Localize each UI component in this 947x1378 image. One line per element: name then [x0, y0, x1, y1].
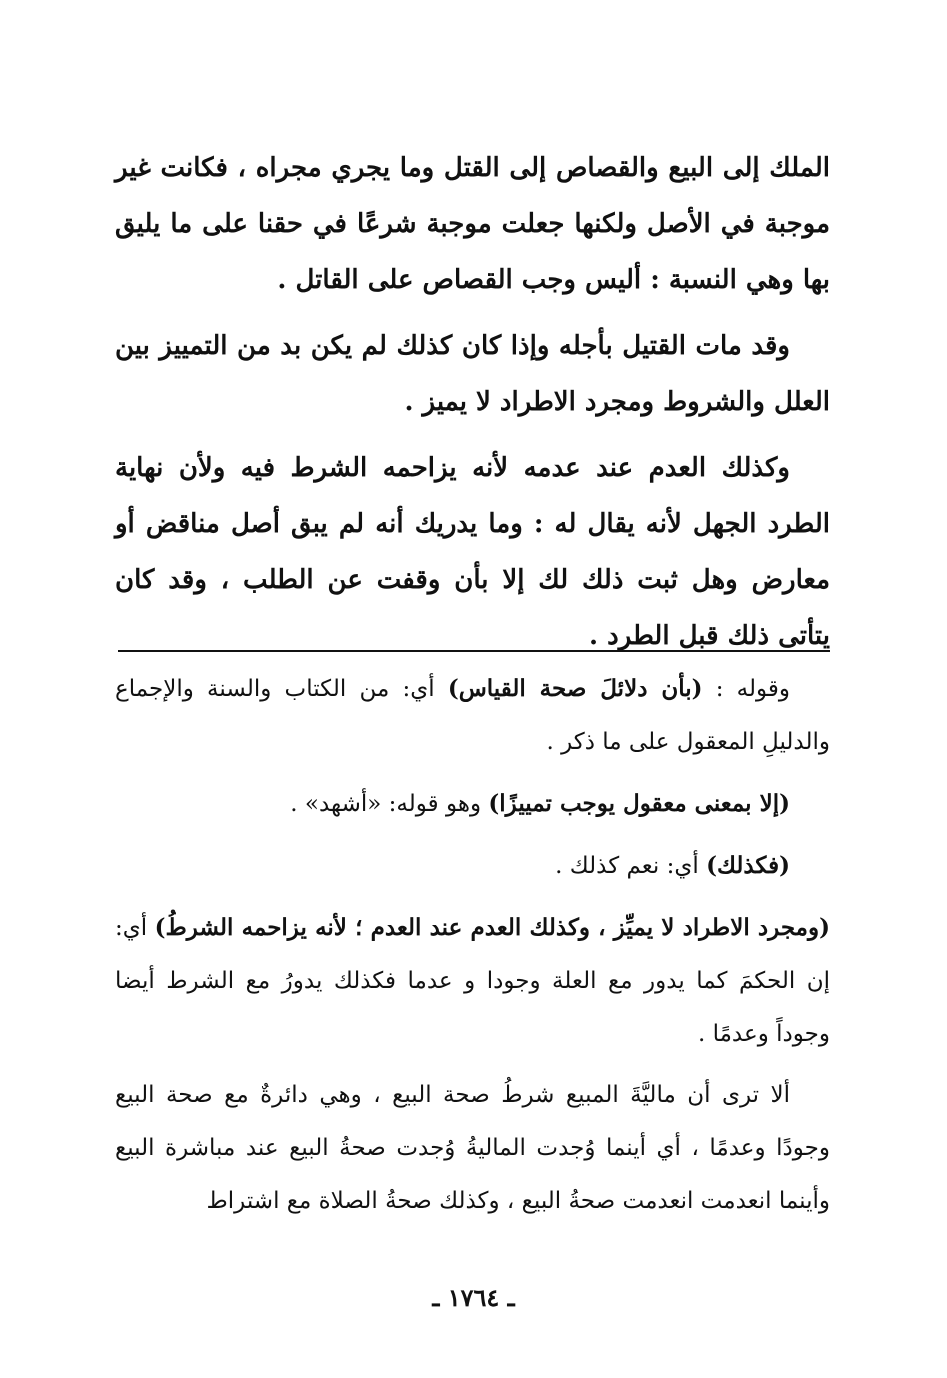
main-paragraph-1: الملك إلى البيع والقصاص إلى القتل وما يجري مجراه ، فكانت غير موجبة في الأصل ولكنها جعلت موجبة شرعًا في حقنا على ما يليق بها وهي النسبة : أليس وجب القصاص على القاتل .: [115, 153, 830, 295]
separator-rule: [118, 650, 830, 652]
commentary-1-text: أي: من الكتاب والسنة والإجماع والدليلِ المعقول على ما ذكر .: [115, 676, 830, 755]
commentary-3-text: أي: نعم كذلك .: [555, 853, 707, 879]
commentary-paragraph-1: [115, 662, 830, 769]
commentary-paragraph-4: [115, 901, 830, 1061]
commentary-4-text: أي: إن الحكمَ كما يدور مع العلة وجودا و عدما فكذلك يدورُ مع الشرط أيضا وجوداً وعدمًا .: [115, 915, 830, 1047]
commentary-3-quote: (فكذلك): [706, 852, 790, 879]
main-paragraph-2: وقد مات القتيل بأجله وإذا كان كذلك لم يكن بد من التمييز بين العلل والشروط ومجرد الاطراد لا يميز .: [115, 331, 830, 417]
commentary-1-quote: (بأن دلائلَ صحة القياس): [447, 675, 703, 702]
page-number: ـ ١٧٦٤ ـ: [432, 1283, 515, 1312]
commentary-4-quote: (ومجرد الاطراد لا يميِّز ، وكذلك العدم عند العدم ؛ لأنه يزاحمه الشرطُ): [154, 914, 830, 941]
commentary: [115, 662, 830, 1236]
main-paragraph-3: وكذلك العدم عند عدمه لأنه يزاحمه الشرط فيه ولأن نهاية الطرد الجهل لأنه يقال له : وما يدريك أنه لم يبق أصل مناقض أو معارض وهل ثبت ذلك لك إلا بأن وقفت عن الطلب ، وقد كان يتأتى ذلك قبل الطرد .: [115, 453, 830, 651]
main-text: [115, 140, 830, 674]
commentary-paragraph-2: [115, 777, 830, 831]
commentary-paragraph-3: [115, 839, 830, 893]
commentary-2-text: وهو قوله: «أشهد» .: [290, 791, 489, 817]
commentary-paragraph-5: ألا ترى أن ماليَّةَ المبيع شرطُ صحة البيع ، وهي دائرةٌ مع صحة البيع وجودًا وعدمًا ، أي أينما وُجدت الماليةُ وُجدت صحةُ البيع عند مباشرة البيع وأينما انعدمت انعدمت صحةُ البيع ، وكذلك صحةُ الصلاة مع اشتراط: [115, 1082, 830, 1214]
commentary-2-quote: (إلا بمعنى معقول يوجب تمييزًا): [488, 790, 790, 817]
commentary-1-intro: وقوله :: [702, 676, 790, 702]
